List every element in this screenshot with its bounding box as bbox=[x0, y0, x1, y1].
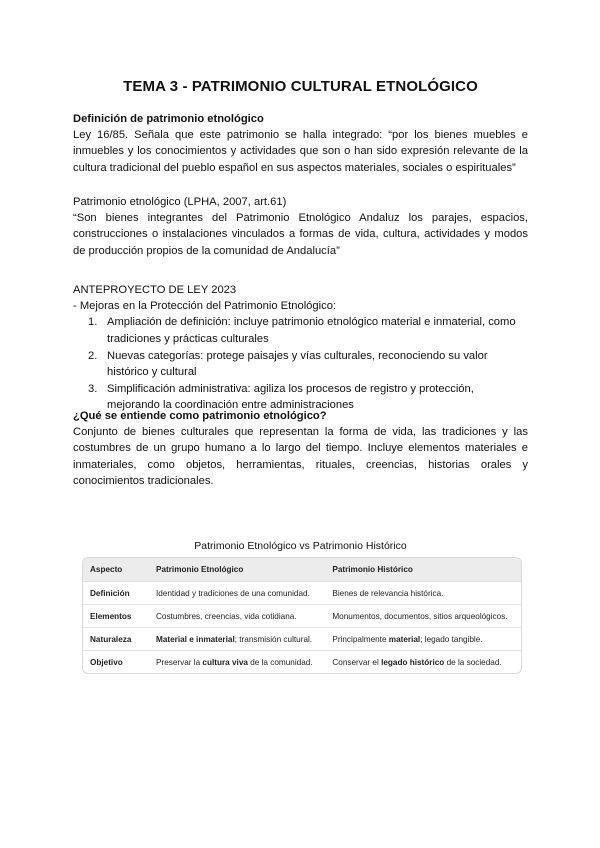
cell-bold-text: Material e inmaterial bbox=[156, 635, 235, 644]
row-aspect: Naturaleza bbox=[83, 628, 149, 651]
list-item-number: 2. bbox=[88, 349, 98, 362]
cell-text: Principalmente bbox=[332, 635, 389, 644]
row-aspect: Definición bbox=[83, 582, 149, 605]
list-item-text: Simplificación administrativa: agiliza los procesos de registro y protección, mejorando la coordinación entre administraciones bbox=[107, 383, 474, 412]
cell-text: de la comunidad. bbox=[247, 658, 313, 667]
anteproyecto-heading: ANTEPROYECTO DE LEY 2023 bbox=[73, 284, 237, 296]
anteproyecto-section bbox=[73, 282, 528, 415]
list-item-number: 1. bbox=[88, 316, 98, 329]
row-aspect: Elementos bbox=[83, 605, 149, 628]
mejoras-list bbox=[73, 314, 528, 413]
lpha-heading: Patrimonio etnológico (LPHA, 2007, art.61) bbox=[73, 196, 287, 208]
table-row bbox=[83, 628, 521, 651]
table-header-row bbox=[83, 558, 521, 582]
cell-bold-text: cultura viva bbox=[202, 658, 248, 667]
list-item-number: 3. bbox=[88, 383, 98, 396]
definition-heading: Definición de patrimonio etnológico bbox=[73, 113, 264, 125]
comparison-table bbox=[82, 557, 522, 674]
definition-text: Ley 16/85. Señala que este patrimonio se halla integrado: “por los bienes muebles e inmuebles y los conocimientos y actividades que son o han sido expresión relevante de la cultura tradicional del pueblo español en sus aspectos materiales, sociales o espirituales” bbox=[73, 129, 528, 174]
lpha-section bbox=[73, 194, 528, 259]
list-item-text: Nuevas categorías: protege paisajes y vías culturales, reconociendo su valor histórico y cultural bbox=[107, 349, 488, 379]
cell-bold-text: legado histórico bbox=[381, 658, 445, 667]
cell-text: Preservar la bbox=[156, 658, 203, 667]
table-row bbox=[83, 582, 521, 605]
anteproyecto-intro: - Mejoras en la Protección del Patrimonio Etnológico: bbox=[73, 300, 337, 313]
cell-historico bbox=[325, 651, 521, 674]
table-title: Patrimonio Etnológico vs Patrimonio Histórico bbox=[194, 540, 407, 552]
definition-section bbox=[73, 111, 528, 176]
cell-bold-text: material bbox=[388, 635, 421, 644]
cell-etnologico bbox=[149, 651, 325, 674]
que-heading: ¿Qué se entiende como patrimonio etnológico? bbox=[73, 410, 327, 422]
cell-etnologico: Costumbres, creencias, vida cotidiana. bbox=[149, 605, 325, 628]
que-text: Conjunto de bienes culturales que representan la forma de vida, las tradiciones y las costumbres de un grupo humano a lo largo del tiempo. Incluye elementos materiales e inmateriales, como objetos, herramientas, rituales, creencias, historias orales y conocimientos tradicionales. bbox=[73, 426, 528, 487]
cell-historico: Bienes de relevancia histórica. bbox=[325, 582, 521, 605]
list-item bbox=[73, 348, 528, 380]
row-aspect: Objetivo bbox=[83, 651, 149, 674]
cell-text: Conservar el bbox=[332, 658, 382, 667]
table-row bbox=[83, 605, 521, 628]
list-item-text: Ampliación de definición: incluye patrimonio etnológico material e inmaterial, como tradiciones y prácticas culturales bbox=[107, 316, 516, 345]
list-item bbox=[73, 314, 528, 346]
cell-etnologico bbox=[149, 628, 325, 651]
cell-text: ; transmisión cultural. bbox=[234, 635, 313, 644]
cell-historico bbox=[325, 628, 521, 651]
page-title: TEMA 3 - PATRIMONIO CULTURAL ETNOLÓGICO bbox=[123, 78, 478, 95]
cell-text: ; legado tangible. bbox=[420, 635, 483, 644]
lpha-text: “Son bienes integrantes del Patrimonio Etnológico Andaluz los parajes, espacios, construcciones o instalaciones vinculados a formas de vida, cultura, actividades y modos de producción propios de la comunidad de Andalucía” bbox=[73, 212, 528, 257]
que-section bbox=[73, 408, 528, 489]
table-row bbox=[83, 651, 521, 674]
column-header-etnologico: Patrimonio Etnológico bbox=[149, 558, 325, 582]
cell-historico: Monumentos, documentos, sitios arqueológicos. bbox=[325, 605, 521, 628]
cell-etnologico: Identidad y tradiciones de una comunidad. bbox=[149, 582, 325, 605]
cell-text: de la sociedad. bbox=[444, 658, 502, 667]
column-header-historico: Patrimonio Histórico bbox=[325, 558, 521, 582]
column-header-aspecto: Aspecto bbox=[83, 558, 149, 582]
